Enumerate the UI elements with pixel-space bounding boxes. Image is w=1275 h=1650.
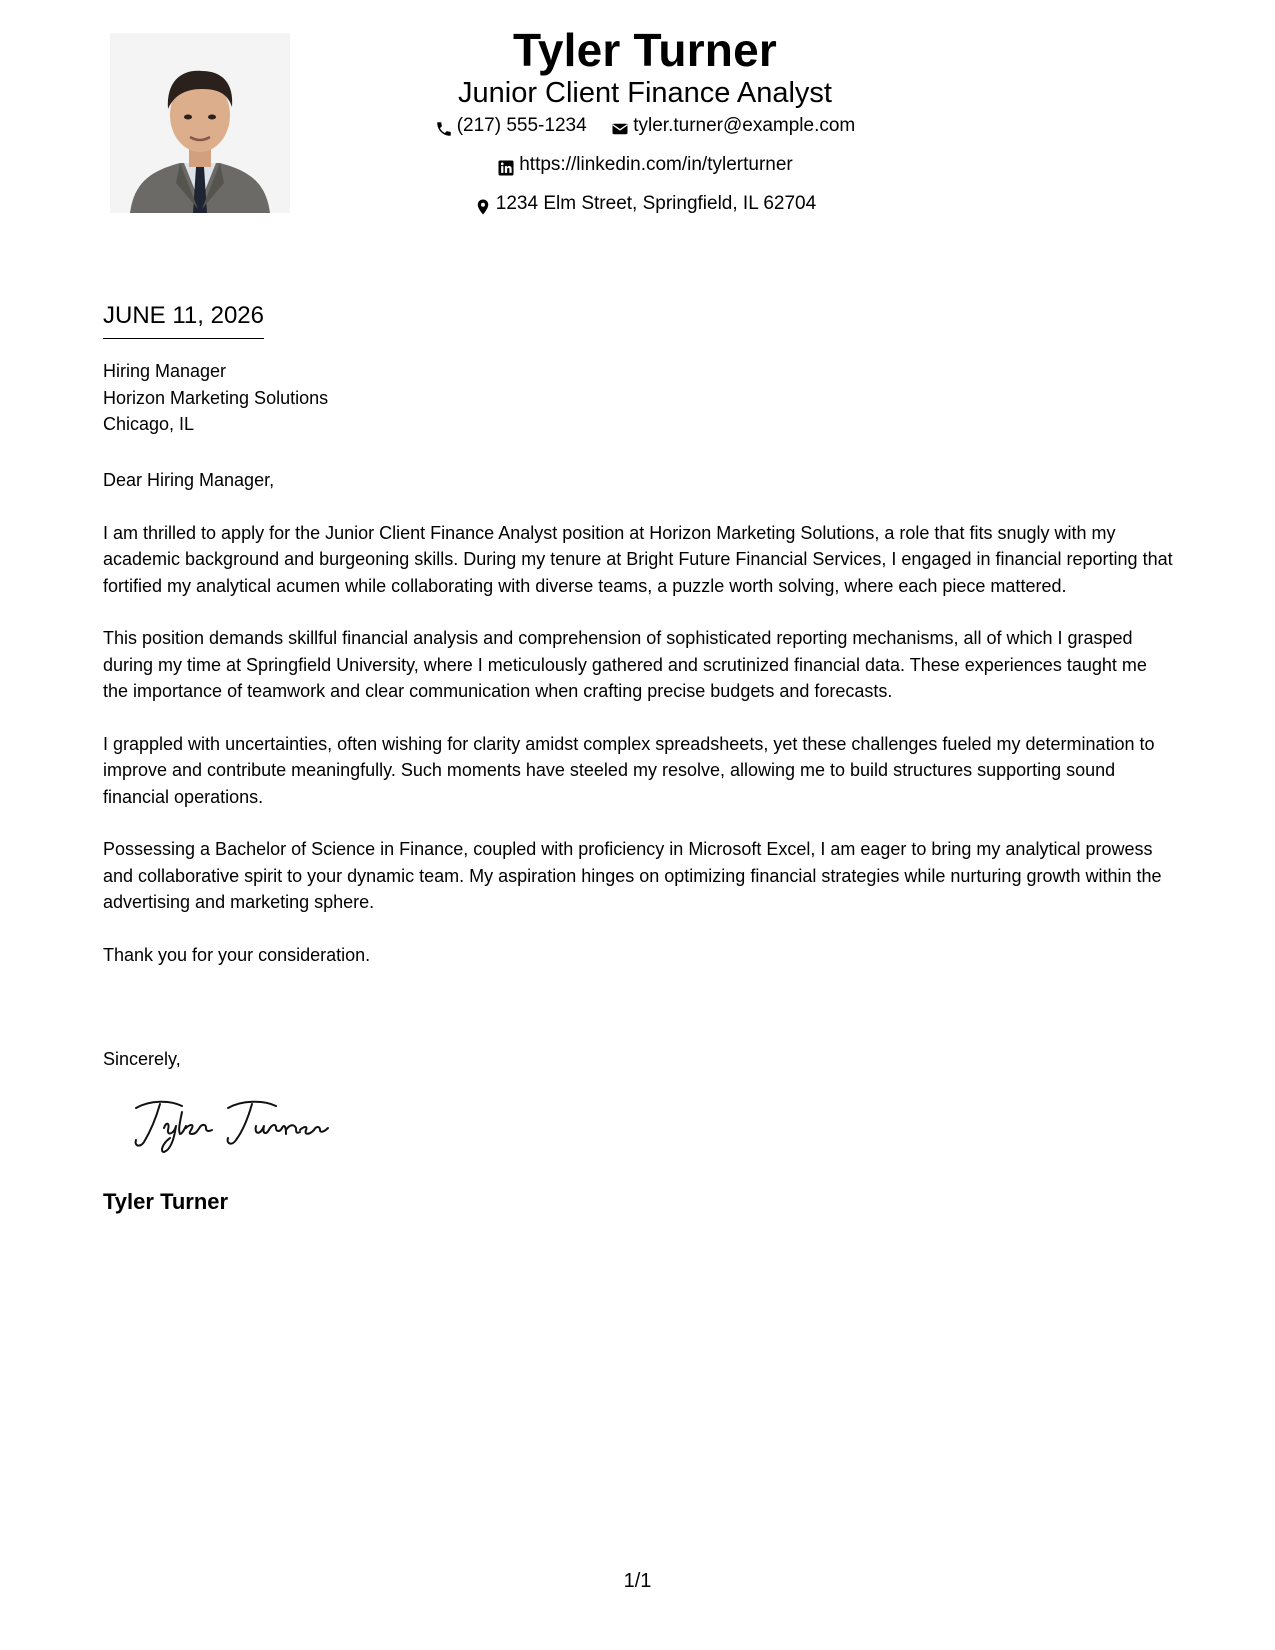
body-paragraph: Possessing a Bachelor of Science in Finance, coupled with proficiency in Microsoft Excel, I am eager to bring my analytical prowess and collaborative spirit to your dynamic team. My aspiration hinges on optimizing financial strategies while nurturing growth within the advertising and marketing sphere. bbox=[103, 839, 1162, 912]
page-number: 1/1 bbox=[623, 1570, 652, 1592]
phone-text: (217) 555-1234 bbox=[456, 115, 587, 136]
handwritten-signature bbox=[130, 1094, 350, 1156]
contact-address bbox=[474, 188, 816, 220]
recipient-company: Horizon Marketing Solutions bbox=[103, 387, 329, 408]
envelope-icon bbox=[611, 117, 629, 135]
linkedin-icon bbox=[497, 156, 515, 174]
contact-linkedin[interactable] bbox=[497, 149, 793, 181]
address-text: 1234 Elm Street, Springfield, IL 62704 bbox=[495, 193, 817, 214]
thanks-line: Thank you for your consideration. bbox=[103, 944, 371, 965]
recipient-title: Hiring Manager bbox=[103, 361, 227, 381]
closing: Sincerely, bbox=[103, 1049, 181, 1069]
contact-row-address bbox=[330, 188, 960, 227]
header bbox=[330, 22, 960, 227]
applicant-name: Tyler Turner bbox=[513, 24, 777, 76]
body-paragraph: I grappled with uncertainties, often wishing for clarity amidst complex spreadsheets, yet these challenges fueled my determination to improve and contribute meaningfully. Such moments have steeled my resolve, allowing me to build structures supporting sound financial operations. bbox=[103, 733, 1155, 807]
contact-row-phone-email bbox=[330, 110, 960, 149]
map-pin-icon bbox=[474, 195, 492, 213]
letter-date: JUNE 11, 2026 bbox=[103, 300, 264, 339]
body-paragraph: This position demands skillful financial analysis and comprehension of sophisticated reporting mechanisms, all of which I grasped during my time at Springfield University, where I meticulously gathered and scrutinized financial data. These experiences taught me the importance of teamwork and clear communication when crafting precise budgets and forecasts. bbox=[103, 628, 1147, 701]
recipient-block bbox=[103, 358, 328, 438]
contact-row-linkedin bbox=[330, 149, 960, 188]
salutation: Dear Hiring Manager, bbox=[103, 470, 275, 490]
profile-photo bbox=[110, 33, 290, 213]
phone-icon bbox=[435, 117, 453, 135]
signer-name: Tyler Turner bbox=[103, 1189, 229, 1214]
email-text: tyler.turner@example.com bbox=[633, 115, 856, 136]
recipient-location: Chicago, IL bbox=[103, 414, 195, 434]
contact-email[interactable] bbox=[611, 110, 855, 142]
applicant-role: Junior Client Finance Analyst bbox=[458, 77, 832, 109]
body-paragraph: I am thrilled to apply for the Junior Client Finance Analyst position at Horizon Marketing Solutions, a role that fits snugly with my academic background and burgeoning skills. During my tenure at Bright Future Financial Services, I engaged in financial reporting that fortified my analytical acumen while collaborating with diverse teams, a puzzle worth solving, where each piece mattered. bbox=[103, 522, 1173, 596]
letter-body bbox=[103, 467, 1173, 994]
linkedin-text: https://linkedin.com/in/tylerturner bbox=[519, 154, 793, 175]
contact-phone[interactable] bbox=[435, 110, 587, 142]
